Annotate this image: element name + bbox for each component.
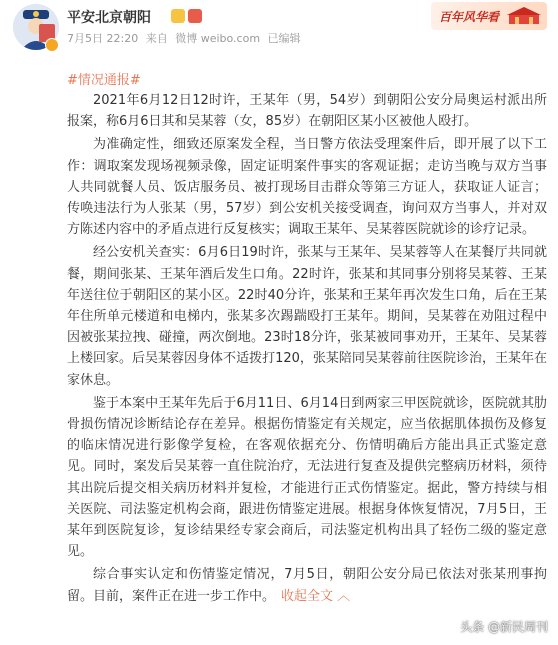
paragraph <box>67 564 547 606</box>
paragraph: 为准确定性，细致还原案发全程，当日警方依法受理案件后，即开展了以下工作：调取案发现场视频录像，固定证明案件事实的客观证据；走访当晚与双方当事人共同就餐人员、饭店服务员、被打现场目击群众等第三方证人，获取证人证言；传唤违法行为人张某（男，57岁）到公安机关接受调查，询问双方当事人，并对双方陈述内容中的矛盾点进行反复核实；调取王某年、吴某蓉医院就诊的诊疗记录。 <box>67 137 547 238</box>
paragraph-text: 综合事实认定和伤情鉴定情况，7月5日，朝阳公安分局已依法对张某刑事拘留。目前，案件正在进一步工作中。 <box>67 567 547 604</box>
post-source[interactable]: 微博 weibo.com <box>175 32 261 45</box>
rocket-badge-icon[interactable] <box>188 9 202 23</box>
post-header <box>0 0 558 62</box>
paragraph: 2021年6月12日12时许，王某年（男，54岁）到朝阳公安分局奥运村派出所报案，称6月6日其和吴某蓉（女，85岁）在朝阳区某小区被他人殴打。 <box>67 93 547 130</box>
post-time[interactable]: 7月5日 22:20 <box>67 32 139 45</box>
topic-hashtag[interactable]: #情况通报# <box>67 73 141 88</box>
watermark: 头条 @新民周刊 <box>460 620 548 634</box>
paragraph: 鉴于本案中王某年先后于6月11日、6月14日到两家三甲医院就诊，医院就其肋骨损伤情况诊断结论存在差异。根据伤情鉴定有关规定，应当依据肌体损伤及修复的临床情况进行影像学复检，在客观依据充分、伤情明确后方能出具正式鉴定意见。同时，案发后吴某蓉一直住院治疗，无法进行复查及提供完整病历材料，须待其出院后提交相关病历材料并复检，才能进行正式伤情鉴定。据此，警方持续与相关医院、司法鉴定机构会商，跟进伤情鉴定进展。根据身体恢复情况，7月5日，王某年到医院复诊，复诊结果经专家会商后，司法鉴定机构出具了轻伤二级的鉴定意见。 <box>67 395 547 560</box>
account-badges <box>171 9 202 23</box>
verified-badge-icon <box>45 38 59 52</box>
collapse-full-text-link[interactable]: 收起全文 ︿ <box>281 588 351 604</box>
post-meta <box>67 30 305 46</box>
paragraph: 经公安机关查实：6月6日19时许，张某与王某年、吴某蓉等人在某餐厅共同就餐，期间张某、王某年酒后发生口角。22时许，张某和其同事分别将吴某蓉、王某年送往位于朝阳区的某小区。22时40分许，张某和王某年再次发生口角，后在王某年住所单元楼道和电梯内，张某多次踢踹殴打王某年。期间，吴某蓉在劝阻过程中因被张某拉拽、碰撞，两次倒地。23时18分许，张某被同事劝开，王某年、吴某蓉上楼回家。后吴某蓉因身体不适拨打120，张某陪同吴某蓉前往医院诊治，王某年在家休息。 <box>67 245 547 388</box>
post-content <box>67 90 547 609</box>
promo-banner[interactable] <box>431 2 547 30</box>
source-prefix: 来自 <box>145 32 168 45</box>
promo-text: 百年风华看 <box>439 10 500 24</box>
level-badge-icon[interactable] <box>171 9 185 23</box>
building-icon <box>507 6 541 26</box>
edited-label[interactable]: 已编辑 <box>267 32 301 45</box>
account-name[interactable]: 平安北京朝阳 <box>67 10 151 26</box>
